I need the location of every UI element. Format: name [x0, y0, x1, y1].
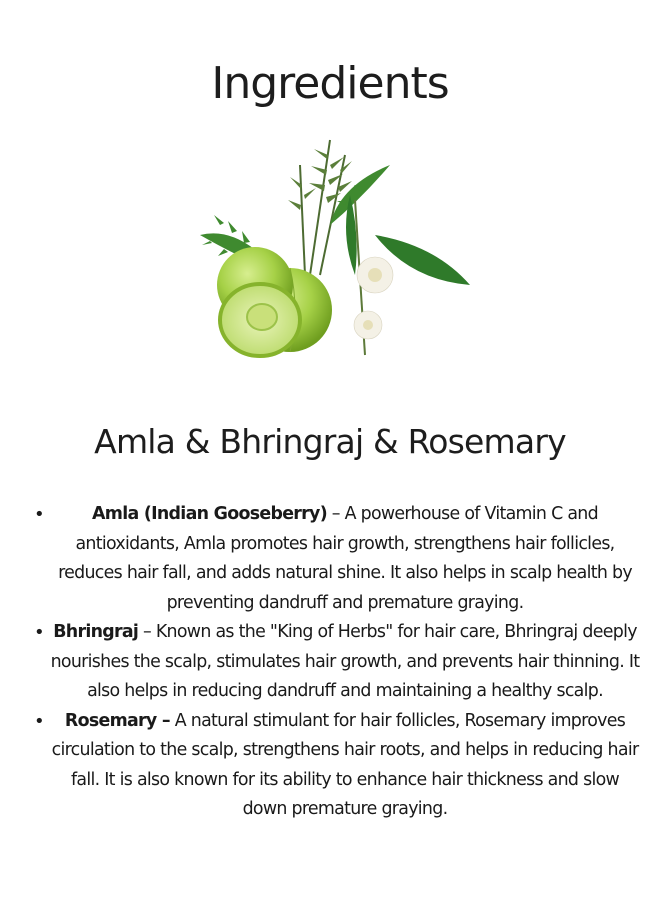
ingredient-description: – A powerhouse of Vitamin C and antioxidants, Amla promotes hair growth, strengthens hair follicles, reduces hair fall, and adds natural shine. It also helps in scalp health by preventing dandruff and premature graying. [58, 504, 632, 613]
ingredient-description: A natural stimulant for hair follicles, Rosemary improves circulation to the scalp, strengthens hair roots, and helps in reducing hair fall. It is also known for its ability to enhance hair thickness and slow down premature graying. [51, 710, 639, 819]
bullet-icon: • [34, 710, 44, 732]
herbs-image [180, 125, 480, 385]
bullet-icon: • [34, 504, 44, 525]
list-item [30, 618, 642, 707]
bullet-icon: • [34, 622, 44, 643]
ingredient-name: Rosemary – [64, 710, 170, 731]
list-item [30, 500, 642, 618]
page-title: Ingredients [211, 58, 449, 109]
ingredients-heading: Amla & Bhringraj & Rosemary [94, 422, 566, 461]
ingredient-name: Amla (Indian Gooseberry) [92, 504, 327, 524]
ingredient-description: – Known as the "King of Herbs" for hair care, Bhringraj deeply nourishes the scalp, stimulates hair growth, and prevents hair thinning. It also helps in reducing dandruff and maintaining a healthy scalp. [50, 622, 640, 701]
list-item [30, 707, 642, 825]
ingredient-list [30, 500, 642, 825]
ingredient-name: Bhringraj [53, 622, 139, 642]
